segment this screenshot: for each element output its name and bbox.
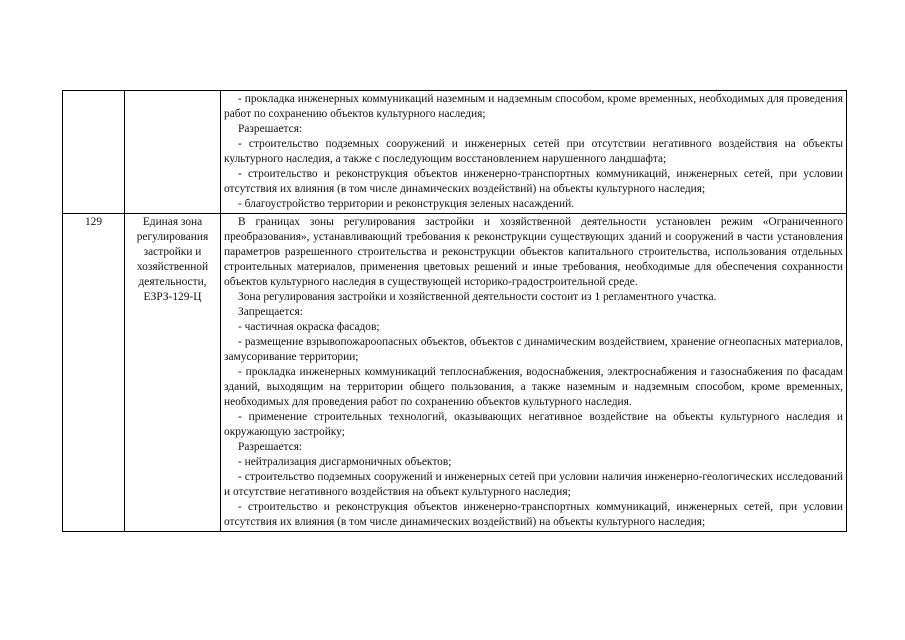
paragraph: - прокладка инженерных коммуникаций наземным и надземным способом, кроме временных, необходимых для проведения работ по сохранению объектов культурного наследия; [224,93,843,120]
paragraph: В границах зоны регулирования застройки и хозяйственной деятельности установлен режим «Ограниченного преобразования», устанавливающий требования к реконструкции существующих зданий и сооружений в части установления параметров разрешенного строительства и реконструкции объектов капитального строительства, использования отдельных строительных материалов, применения цветовых решений и иные требования, необходимые для обеспечения сохранности объектов культурного наследия в существующей историко-градостроительной среде. [224,216,843,288]
paragraph: - благоустройство территории и реконструкция зеленых насаждений. [238,198,575,210]
document-page [62,90,846,532]
zone-name-cell [125,214,221,532]
paragraph: - прокладка инженерных коммуникаций теплоснабжения, водоснабжения, электроснабжения и газоснабжения по фасадам зданий, выходящим на территории общего пользования, а также наземным и надземным способом, кроме временных, необходимых для проведения работ по сохранению объектов культурного наследия. [224,366,843,408]
table-row [63,91,847,214]
paragraph: Разрешается: [238,123,303,135]
zone-name-line: Единая зона [142,216,203,228]
zone-name-line: хозяйственной [136,261,209,273]
paragraph: - нейтрализация дисгармоничных объектов; [238,456,452,468]
zone-name-line: регулирования [136,231,209,243]
zone-code: ЕЗРЗ-129-Ц [143,291,202,303]
paragraph: - применение строительных технологий, оказывающих негативное воздействие на объекты культурного наследия и окружающую застройку; [224,411,843,438]
row-number-cell: 129 [63,214,125,532]
zone-name-line: деятельности, [138,276,207,288]
row-number-cell [63,91,125,214]
paragraph: Запрещается: [238,306,303,318]
paragraph: Зона регулирования застройки и хозяйственной деятельности состоит из 1 регламентного участка. [238,291,717,303]
paragraph: - строительство подземных сооружений и инженерных сетей при отсутствии негативного воздействия на объекты культурного наследия, а также с последующим восстановлением нарушенного ландшафта; [224,138,843,165]
regulation-text-cell [221,91,847,214]
zone-name-line: застройки и [143,246,202,258]
paragraph: - строительство подземных сооружений и инженерных сетей при условии наличия инженерно-геологических исследований и отсутствие негативного воздействия на объект культурного наследия; [224,471,843,498]
paragraph: - размещение взрывопожароопасных объектов, объектов с динамическим воздействием, хранение огнеопасных материалов, замусоривание территории; [224,336,843,363]
zone-name-cell [125,91,221,214]
table-row [63,214,847,532]
regulation-table [62,90,847,532]
paragraph: - частичная окраска фасадов; [238,321,380,333]
paragraph: - строительство и реконструкция объектов инженерно-транспортных коммуникаций, инженерных сетей, при условии отсутствия их влияния (в том числе динамических воздействий) на объекты культурного наследия; [224,501,843,528]
regulation-text-cell [221,214,847,532]
paragraph: Разрешается: [238,441,303,453]
paragraph: - строительство и реконструкция объектов инженерно-транспортных коммуникаций, инженерных сетей, при условии отсутствия их влияния (в том числе динамических воздействий) на объекты культурного наследия; [224,168,843,195]
